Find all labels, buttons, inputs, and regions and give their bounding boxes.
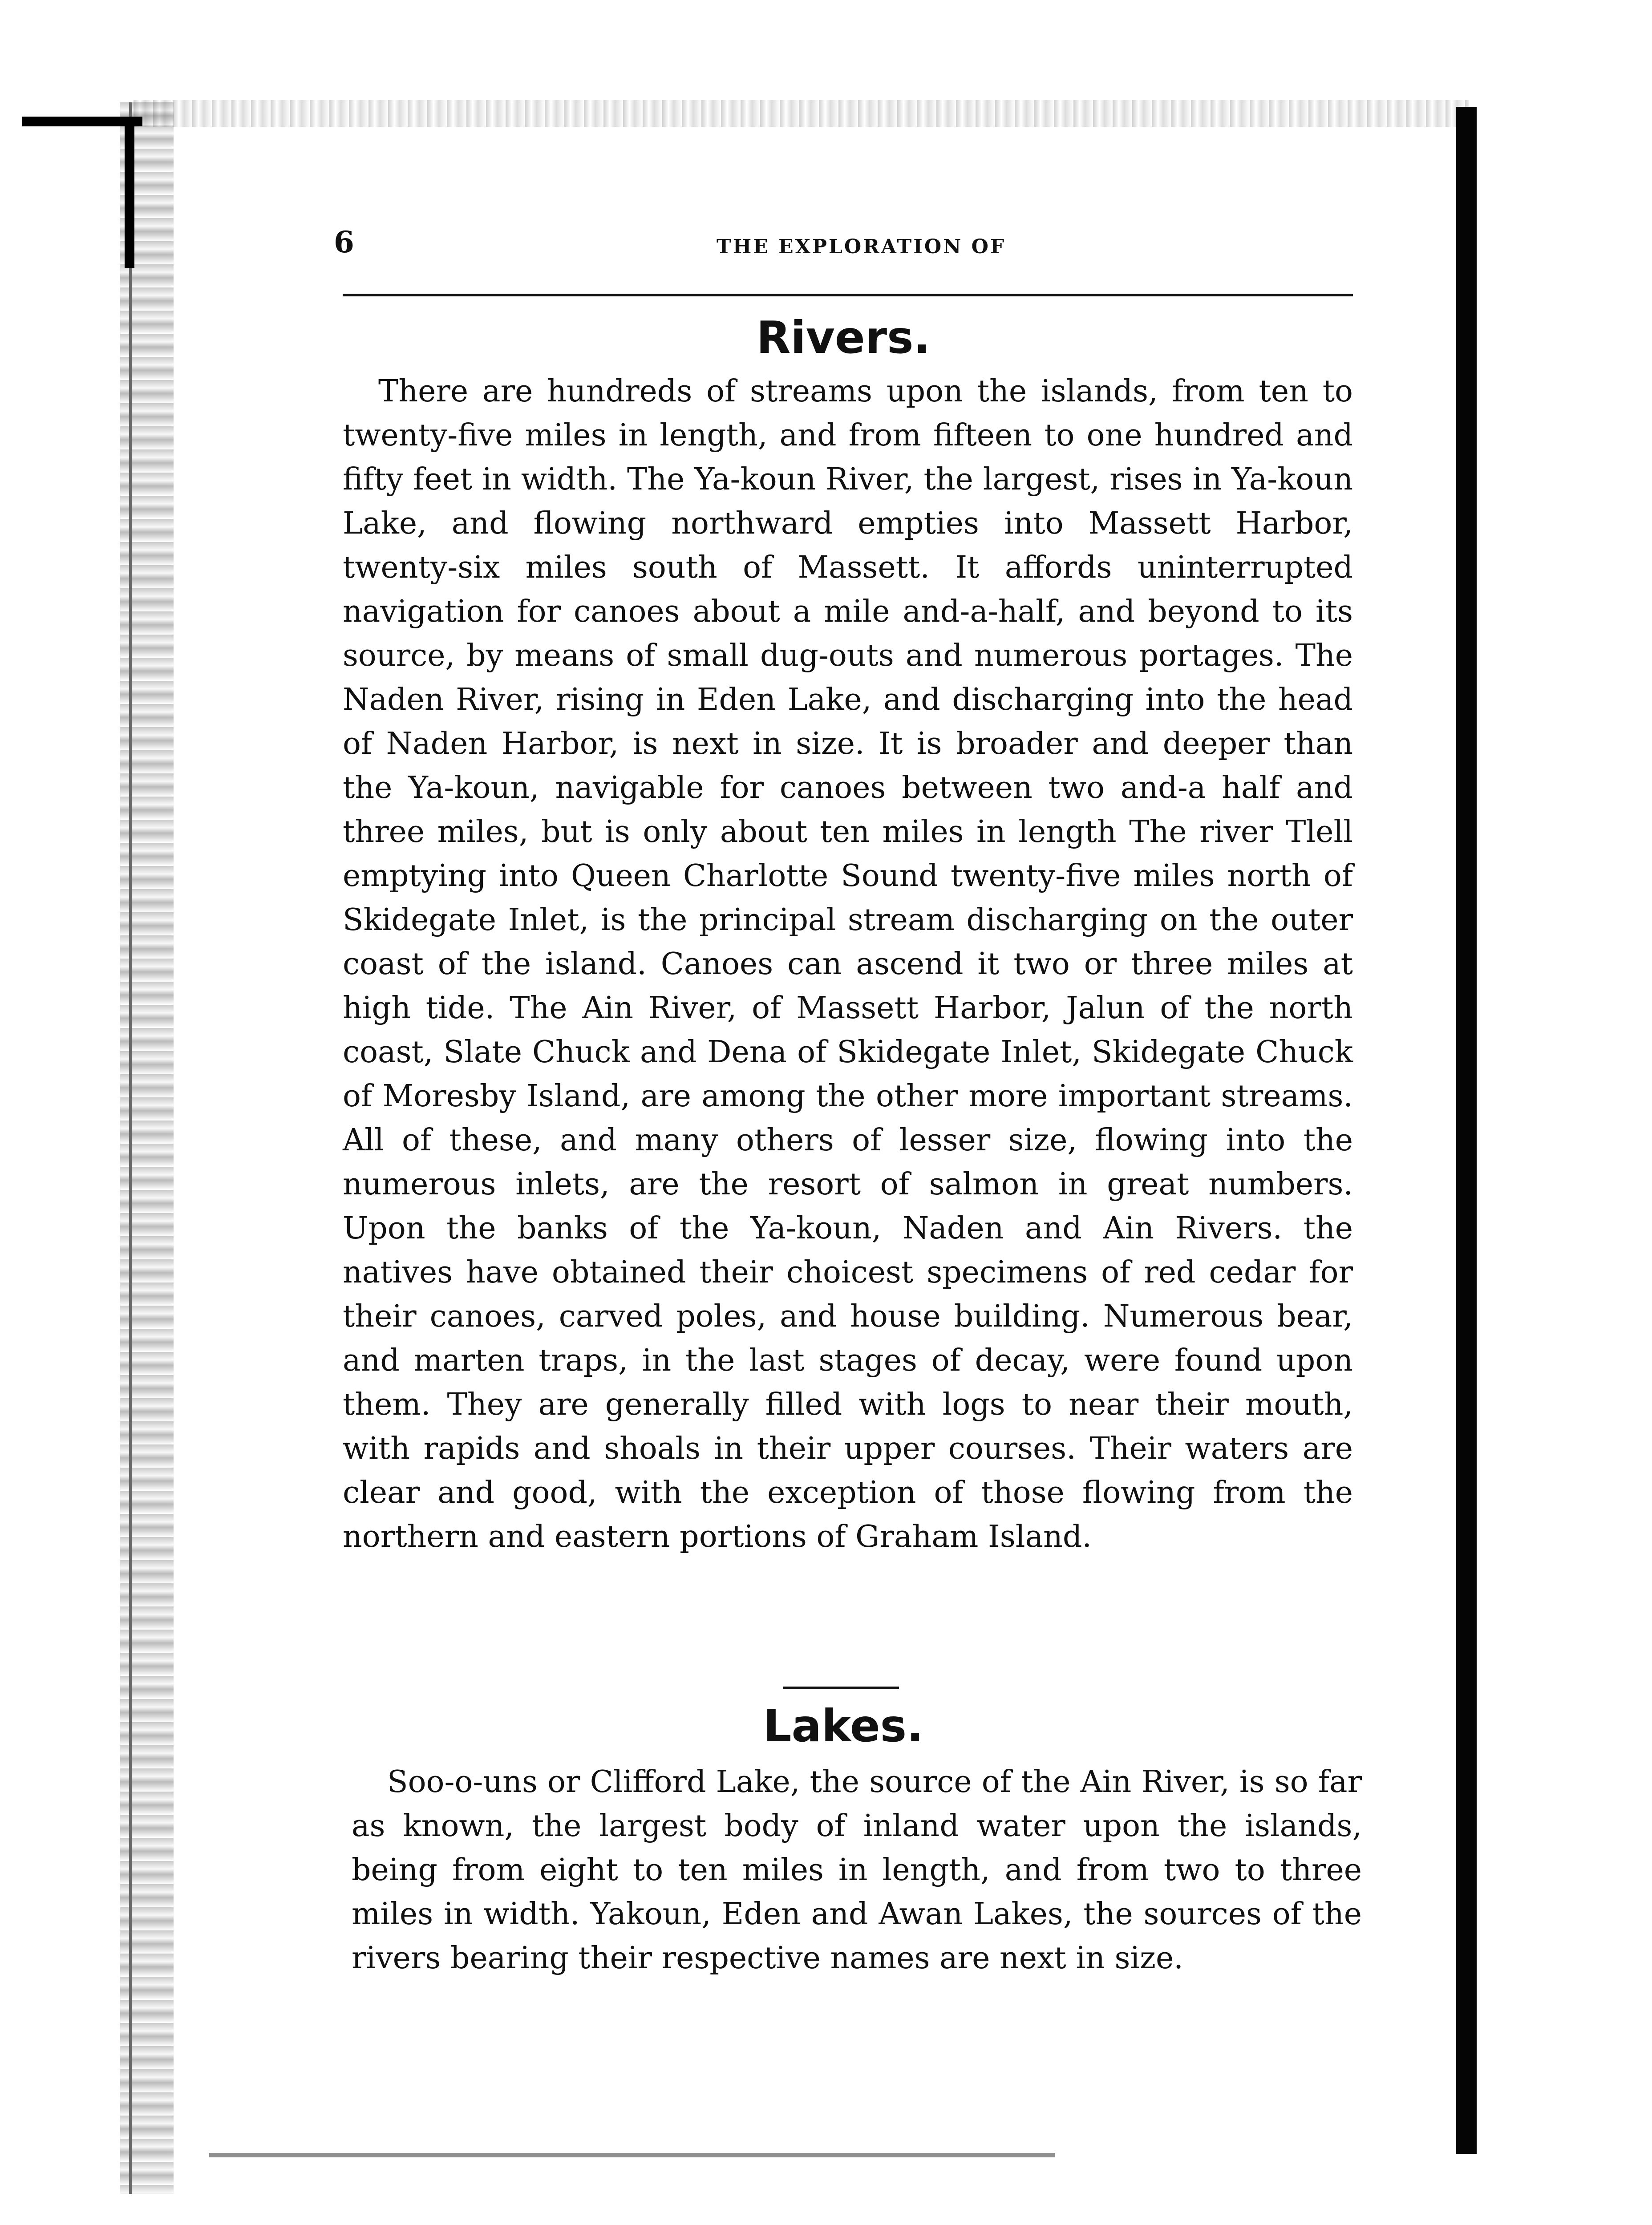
paragraph-rivers: There are hundreds of streams upon the islands, from ten to twenty-five miles in length, and from fifteen to one hundred and fifty feet in width. The Ya-koun River, the largest, rises in Ya-koun Lake, and flowing northward empties into Massett Harbor, twenty-six miles south of Massett. It affords uninterrupted navigation for canoes about a mile and-a-half, and beyond to its source, by means of small dug-outs and numerous portages. The Naden River, rising in Eden Lake, and discharging into the head of Naden Harbor, is next in size. It is broader and deeper than the Ya-koun, navigable for canoes between two and-a half and three miles, but is only about ten miles in length The river Tlell emptying into Queen Charlotte Sound twenty-five miles north of Skidegate Inlet, is the principal stream discharging on the outer coast of the island. Canoes can ascend it two or three miles at high tide. The Ain River, of Massett Harbor, Jalun of the north coast, Slate Chuck and Dena of Skidegate Inlet, Skidegate Chuck of Moresby Island, are among the other more important streams. All of these, and many others of lesser size, flowing into the numerous inlets, are the resort of salmon in great numbers. Upon the banks of the Ya-koun, Naden and Ain Rivers. the natives have obtained their choicest specimens of red cedar for their canoes, carved poles, and house building. Numerous bear, and marten traps, in the last stages of decay, were found upon them. They are generally filled with logs to near their mouth, with rapids and shoals in their upper courses. Their waters are clear and good, with the exception of those flowing from the northern and eastern portions of Graham Island. xyxy=(343,374,1353,1554)
page-number: 6 xyxy=(334,225,354,259)
paragraph-lakes: Soo-o-uns or Clifford Lake, the source of the Ain River, is so far as known, the largest body of inland water upon the islands, being from eight to ten miles in length, and from two to three miles in width. Yakoun, Eden and Awan Lakes, the sources of the rivers bearing their respective names are next in size. xyxy=(352,1764,1362,1976)
header-rule xyxy=(343,294,1353,296)
section-heading-lakes: Lakes. xyxy=(763,1700,924,1752)
section-divider xyxy=(783,1687,899,1689)
section-heading-rivers: Rivers. xyxy=(756,312,931,364)
page-header xyxy=(334,225,1353,274)
scan-edge-bottom xyxy=(209,2153,1055,2157)
scan-edge-top xyxy=(134,100,1469,127)
scan-edge-left xyxy=(120,102,174,2194)
scan-edge-right-bar xyxy=(1456,107,1477,2154)
scan-corner-mark-vertical xyxy=(125,117,134,268)
running-title: THE EXPLORATION OF xyxy=(717,235,1006,258)
